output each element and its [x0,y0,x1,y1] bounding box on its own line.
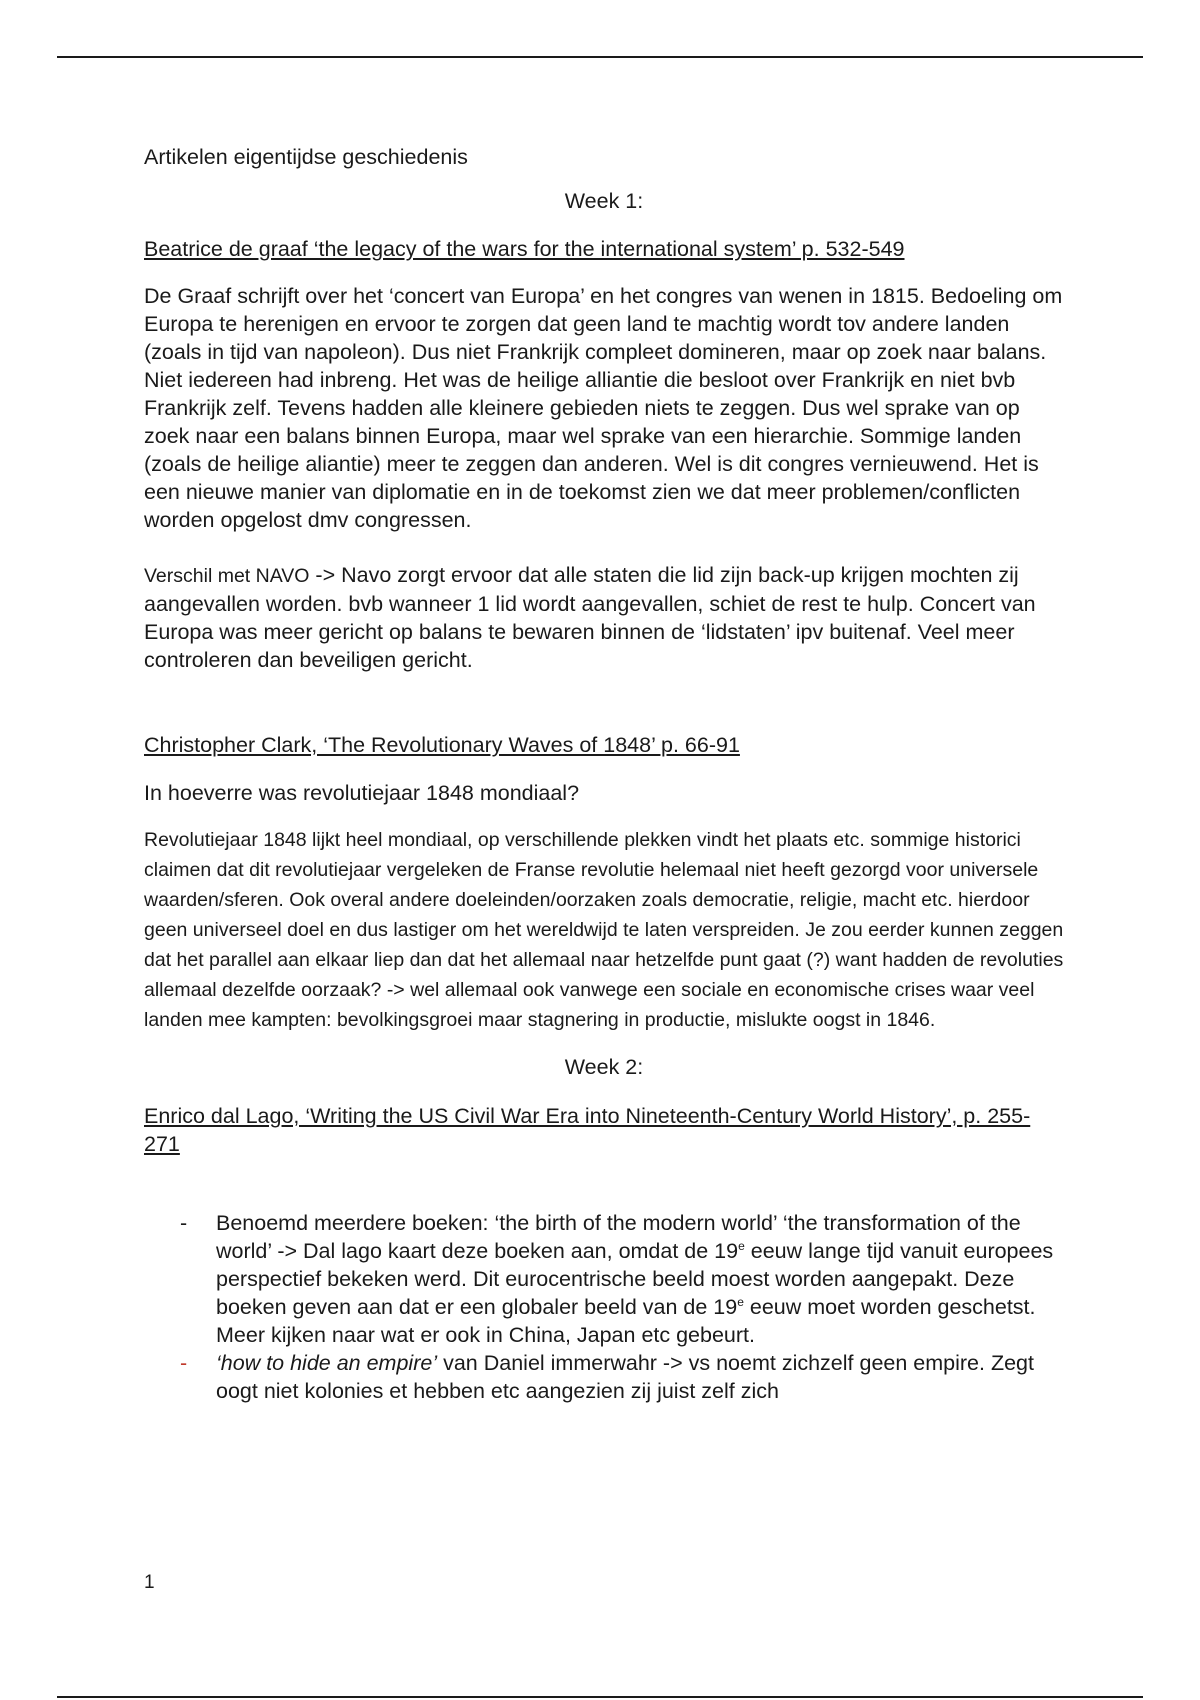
bullet-1-text-b: eeuw lange tijd vanuit europees perspectief bekeken werd. Dit eurocentrische beeld moest worden aangepakt. Deze boeken geven aan dat er een globaler beeld van de 19 [216,1239,1054,1319]
week-2-label: Week 2: [564,1055,644,1079]
article-3-bullet-list [144,1209,1064,1405]
article-2-question: In hoeverre was revolutiejaar 1848 mondiaal? [144,781,580,805]
article-1-navo-paragraph [144,561,1064,674]
superscript-e: e [738,1238,745,1253]
week-1-label: Week 1: [564,189,644,213]
footer-rule [57,1696,1143,1698]
list-item [144,1209,1064,1349]
list-item [144,1349,1064,1405]
navo-text: -> Navo zorgt ervoor dat alle staten die lid zijn back-up krijgen mochten zij aangevallen worden. bvb wanneer 1 lid wordt aangevallen, schiet de rest te hulp. Concert van Europa was meer gericht op balans te bewaren binnen de ‘lidstaten’ ipv buitenaf. Veel meer controleren dan beveiligen gericht. [144,563,1036,672]
bullet-dash: - [180,1211,188,1235]
bullet-1-text-c: eeuw moet worden geschetst. Meer kijken naar wat er ook in China, Japan etc gebeurt. [216,1295,1036,1347]
article-1-heading: Beatrice de graaf ‘the legacy of the wars for the international system’ p. 532-549 [144,237,905,261]
article-2-heading: Christopher Clark, ‘The Revolutionary Waves of 1848’ p. 66-91 [144,733,740,757]
bullet-1-text-a: Benoemd meerdere boeken: ‘the birth of the modern world’ ‘the transformation of the world’ -> Dal lago kaart deze boeken aan, omdat de 19 [216,1211,1021,1263]
bullet-dash: - [180,1351,188,1375]
article-3-heading: Enrico dal Lago, ‘Writing the US Civil War Era into Nineteenth-Century World History’, p. 255-271 [144,1104,1031,1156]
document-page [144,143,1064,1405]
superscript-e: e [737,1294,744,1309]
book-title: ‘how to hide an empire’ [216,1351,438,1375]
header-rule [57,56,1143,58]
page-number: 1 [144,1572,155,1593]
bullet-2-text: van Daniel immerwahr -> vs noemt zichzelf geen empire. Zegt oogt niet kolonies et hebben etc aangezien zij juist zelf zich [216,1351,1034,1403]
document-title: Artikelen eigentijdse geschiedenis [144,145,468,169]
navo-lead: Verschil met NAVO [144,565,310,587]
article-2-body: Revolutiejaar 1848 lijkt heel mondiaal, op verschillende plekken vindt het plaats etc. sommige historici claimen dat dit revolutiejaar vergeleken de Franse revolutie helemaal niet heeft gezorgd voor universele waarden/sferen. Ook overal andere doeleinden/oorzaken zoals democratie, religie, macht etc. hierdoor geen universeel doel en dus lastiger om het wereldwijd te laten verspreiden. Je zou eerder kunnen zeggen dat het parallel aan elkaar liep dan dat het allemaal naar hetzelfde punt gaat (?) want hadden de revoluties allemaal dezelfde oorzaak? -> wel allemaal ook vanwege een sociale en economische crises waar veel landen mee kampten: bevolkingsgroei maar stagnering in productie, mislukte oogst in 1846. [144,829,1064,1031]
article-1-body: De Graaf schrijft over het ‘concert van Europa’ en het congres van wenen in 1815. Bedoeling om Europa te herenigen en ervoor te zorgen dat geen land te machtig wordt tov andere landen (zoals in tijd van napoleon). Dus niet Frankrijk compleet domineren, maar op zoek naar balans. Niet iedereen had inbreng. Het was de heilige alliantie die besloot over Frankrijk en niet bvb Frankrijk zelf. Tevens hadden alle kleinere gebieden niets te zeggen. Dus wel sprake van op zoek naar een balans binnen Europa, maar wel sprake van een hierarchie. Sommige landen (zoals de heilige aliantie) meer te zeggen dan anderen. Wel is dit congres vernieuwend. Het is een nieuwe manier van diplomatie en in de toekomst zien we dat meer problemen/conflicten worden opgelost dmv congressen. [144,284,1063,532]
